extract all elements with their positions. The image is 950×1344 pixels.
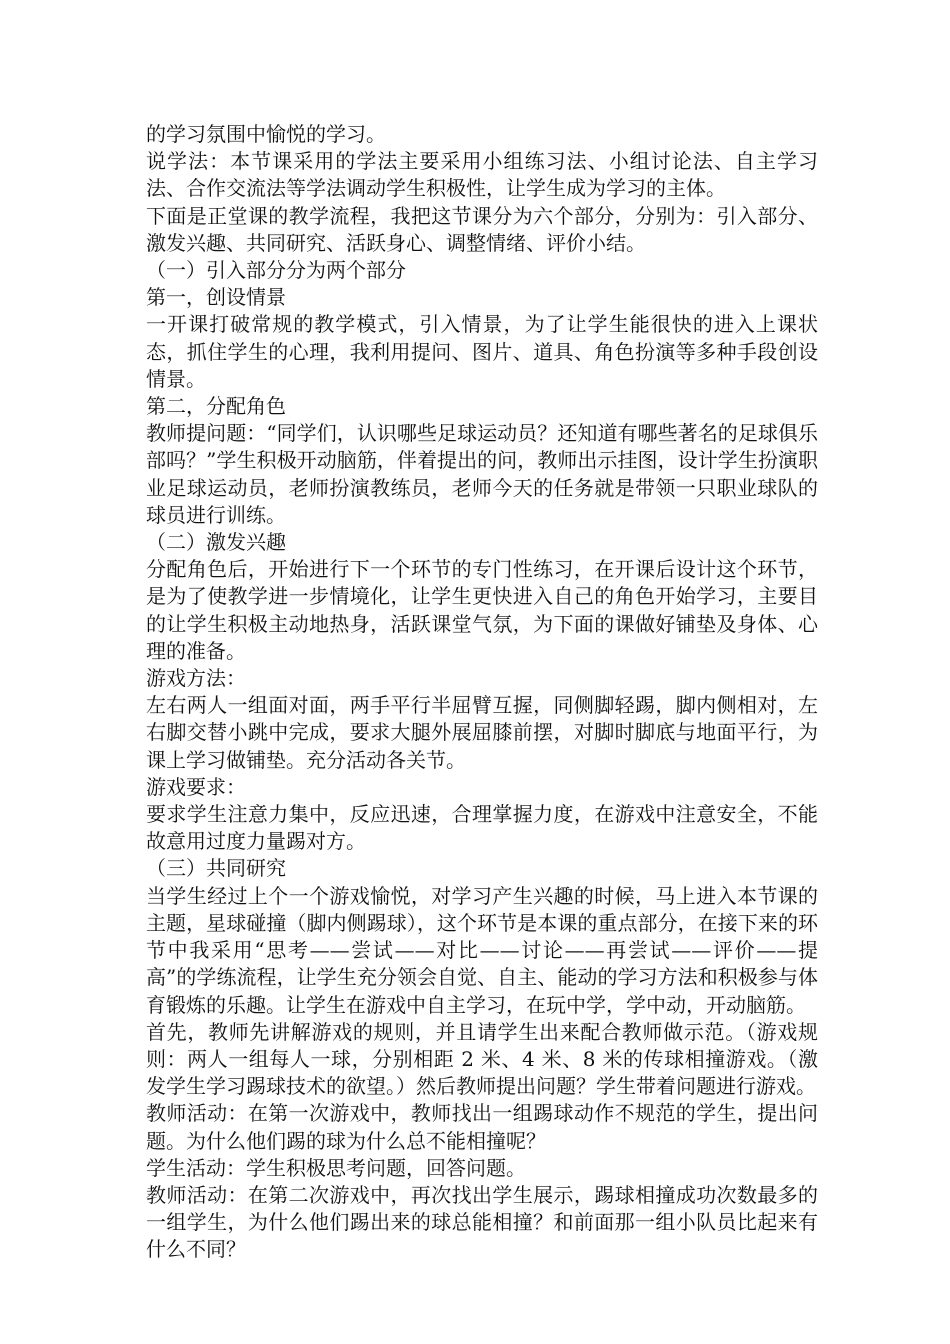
subheading-game-requirements: 游戏要求： <box>146 774 246 799</box>
section-heading-1: （一）引入部分分为两个部分 <box>146 258 406 283</box>
paragraph-interest: 分配角色后，开始进行下一个环节的专门性练习，在开课后设计这个环节，是为了使教学进一步情境化，让学生更快进入自己的角色开始学习，主要目的让学生积极主动地热身，活跃课堂气氛，为下面的课做好铺垫及身体、心理的准备。 <box>146 557 818 663</box>
section-heading-3: （三）共同研究 <box>146 856 286 881</box>
paragraph-teacher-activity-1: 教师活动：在第一次游戏中，教师找出一组踢球动作不规范的学生，提出问题。为什么他们踢的球为什么总不能相撞呢？ <box>146 1101 818 1153</box>
paragraph-teaching-flow: 下面是正堂课的教学流程，我把这节课分为六个部分，分别为：引入部分、激发兴趣、共同研究、活跃身心、调整情绪、评价小结。 <box>146 203 818 255</box>
paragraph-game-requirements: 要求学生注意力集中，反应迅速，合理掌握力度，在游戏中注意安全，不能故意用过度力量踢对方。 <box>146 802 818 854</box>
paragraph-assign-roles: 教师提问题：“同学们，认识哪些足球运动员？还知道有哪些著名的足球俱乐部吗？”学生积极开动脑筋，伴着提出的问，教师出示挂图，设计学生扮演职业足球运动员，老师扮演教练员，老师今天的任务就是带领一只职业球队的球员进行训练。 <box>146 421 818 527</box>
paragraph-game-method: 左右两人一组面对面，两手平行半屈臂互握，同侧脚轻踢，脚内侧相对，左右脚交替小跳中完成，要求大腿外展屈膝前摆，对脚时脚底与地面平行，为课上学习做铺垫。充分活动各关节。 <box>146 693 818 772</box>
subheading-game-method: 游戏方法： <box>146 666 246 691</box>
paragraph-joint-research: 当学生经过上个一个游戏愉悦，对学习产生兴趣的时候，马上进入本节课的主题，星球碰撞（脚内侧踢球），这个环节是本课的重点部分，在接下来的环节中我采用“思考——尝试——对比——讨论——再尝试——评价——提高”的学练流程，让学生充分领会自觉、自主、能动的学习方法和积极参与体育锻炼的乐趣。让学生在游戏中自主学习，在玩中学，学中动，开动脑筋。 <box>146 883 818 1017</box>
subheading-assign-roles: 第二，分配角色 <box>146 394 286 419</box>
paragraph-1: 的学习氛围中愉悦的学习。 <box>146 122 386 146</box>
document-body <box>146 121 818 1264</box>
paragraph-game-rules: 首先，教师先讲解游戏的规则，并且请学生出来配合教师做示范。（游戏规则：两人一组每人一球，分别相距 2 米、4 米、8 米的传球相撞游戏。（激发学生学习踢球技术的欲望。）然后教师提出问题？学生带着问题进行游戏。 <box>146 1019 818 1099</box>
paragraph-student-activity: 学生活动：学生积极思考问题，回答问题。 <box>146 1155 526 1180</box>
subheading-create-scene: 第一，创设情景 <box>146 285 286 310</box>
paragraph-study-method: 说学法：本节课采用的学法主要采用小组练习法、小组讨论法、自主学习法、合作交流法等学法调动学生积极性，让学生成为学习的主体。 <box>146 149 818 201</box>
section-heading-2: （二）激发兴趣 <box>146 530 286 555</box>
paragraph-teacher-activity-2: 教师活动：在第二次游戏中，再次找出学生展示，踢球相撞成功次数最多的一组学生，为什么他们踢出来的球总能相撞？和前面那一组小队员比起来有什么不同？ <box>146 1182 818 1262</box>
paragraph-create-scene: 一开课打破常规的教学模式，引入情景，为了让学生能很快的进入上课状态，抓住学生的心理，我利用提问、图片、道具、角色扮演等多种手段创设情景。 <box>146 312 818 391</box>
